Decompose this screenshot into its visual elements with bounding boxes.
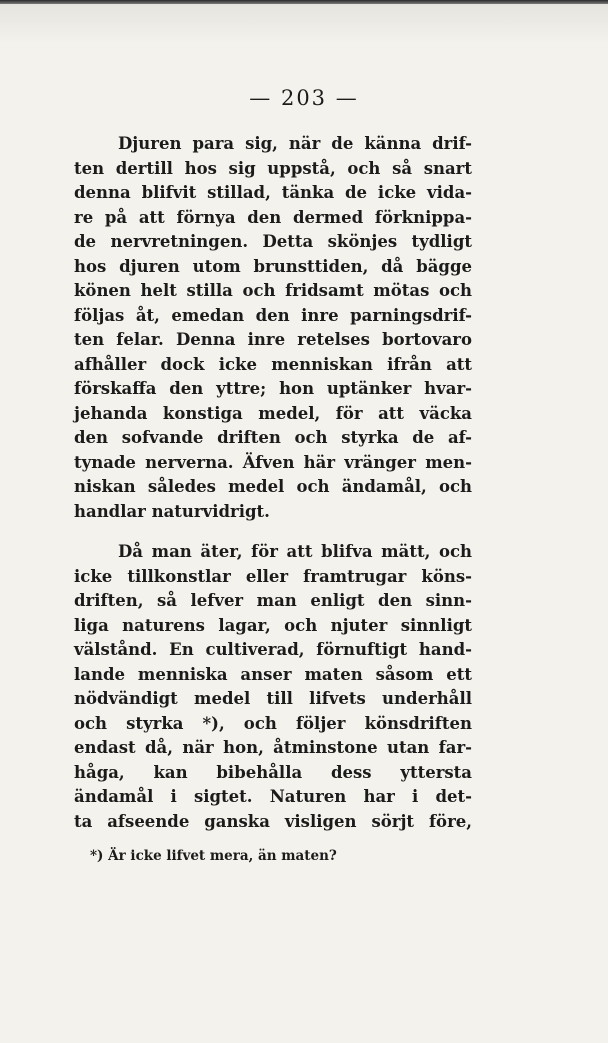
text-line: icke tillkonstlar eller framtrugar köns-: [74, 566, 472, 586]
text-line: re på att förnya den dermed förknippa-: [74, 207, 472, 227]
paragraph-2: [74, 540, 472, 834]
text-line: de nervretningen. Detta skönjes tydligt: [74, 232, 472, 251]
text-line: välstånd. En cultiverad, förnuftigt hand-: [74, 640, 472, 659]
text-line: denna blifvit stillad, tänka de icke vida-: [74, 183, 472, 202]
text-line: ten felar. Denna inre retelses bortovaro: [74, 330, 472, 349]
text-line: driften, så lefver man enligt den sinn-: [74, 591, 472, 610]
text-line: Djuren para sig, när de känna drif-: [118, 134, 472, 153]
footnote: *) Är icke lifvet mera, än maten?: [90, 848, 337, 864]
text-line: handlar naturvidrigt.: [74, 501, 270, 521]
page-number-header: — 203 —: [249, 86, 359, 110]
text-line: endast då, när hon, åtminstone utan far-: [74, 738, 472, 757]
text-line: lande menniska anser maten såsom ett: [74, 664, 472, 684]
scan-shadow: [0, 4, 608, 44]
text-line: hos djuren utom brunsttiden, då bägge: [74, 256, 472, 276]
text-line: jehanda konstiga medel, för att väcka: [74, 403, 472, 423]
text-line: håga, kan bibehålla dess yttersta: [74, 762, 472, 782]
text-line: tynade nerverna. Äfven här vränger men-: [74, 452, 472, 472]
text-line: niskan således medel och ändamål, och: [74, 477, 472, 496]
text-line: följas åt, emedan den inre parningsdrif-: [74, 305, 472, 325]
text-line: Då man äter, för att blifva mätt, och: [118, 542, 472, 561]
text-line: liga naturens lagar, och njuter sinnligt: [74, 615, 472, 635]
text-line: den sofvande driften och styrka de af-: [74, 428, 472, 447]
paragraph-1: [74, 132, 472, 524]
text-line: könen helt stilla och fridsamt mötas och: [74, 281, 472, 300]
text-line: ändamål i sigtet. Naturen har i det-: [74, 787, 472, 806]
text-line: afhåller dock icke menniskan ifrån att: [74, 354, 472, 374]
text-line: ten dertill hos sig uppstå, och så snart: [74, 158, 472, 178]
text-line: ta afseende ganska visligen sörjt före,: [74, 811, 472, 831]
text-line: och styrka *), och följer könsdriften: [74, 713, 472, 733]
text-line: nödvändigt medel till lifvets underhåll: [74, 689, 472, 708]
text-line: förskaffa den yttre; hon uptänker hvar-: [74, 379, 472, 398]
